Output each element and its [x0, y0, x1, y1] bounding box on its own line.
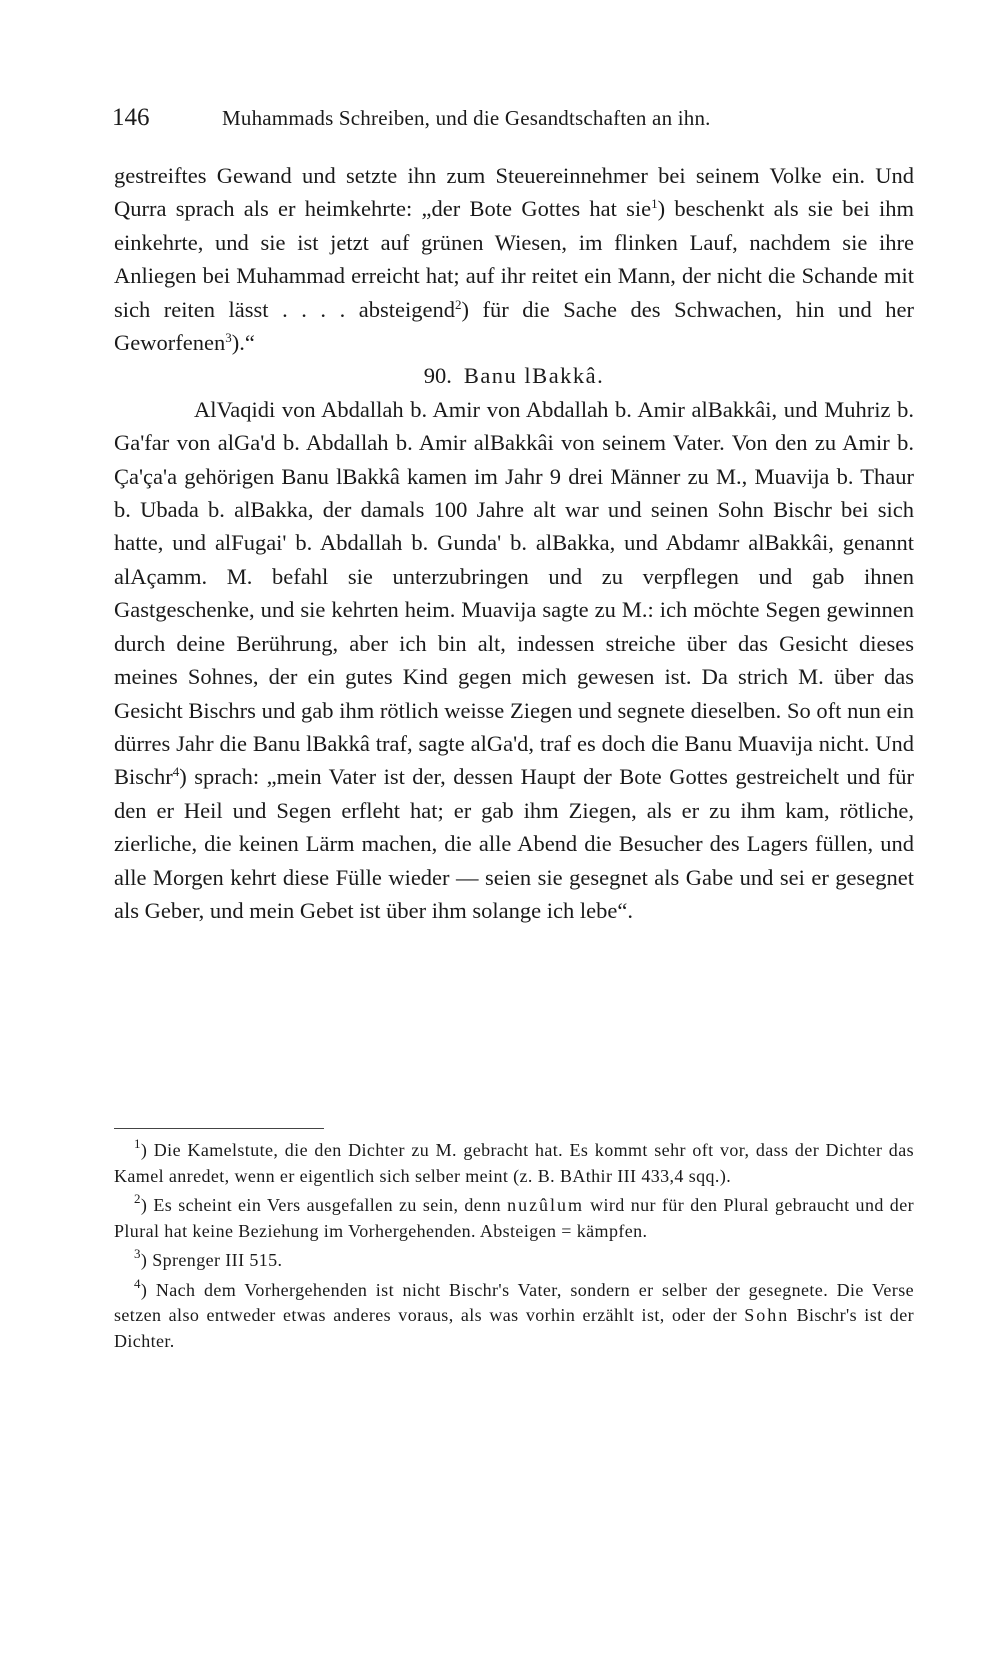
paragraph-text: AlVaqidi von Abdallah b. Amir von Abdallah b. Amir alBakkâi, und Muhriz b. Ga'far von alGa'd b. Abdallah b. Amir alBakkâi von seinem Vater. Von den zu Amir b. Ça'ça'a gehörigen Banu lBakkâ kamen im Jahr 9 drei Männer zu M., Muavija b. Thaur b. Ubada b. alBakka, der damals 100 Jahre alt war und seinen Sohn Bischr bei sich hatte, und alFugai' b. Abdallah b. Gunda' b. alBakka, und Abdamr alBakkâi, genannt alAçamm. M. befahl sie unterzubringen und zu verpflegen und gab ihnen Gastgeschenke, und sie kehrten heim. Muavija sagte zu M.: ich möchte Segen gewinnen durch deine Berührung, aber ich bin alt, indessen streiche über das Gesicht dieses meines Sohnes, der ein gutes Kind gegen mich gewesen ist. Da strich M. über das Gesicht Bischrs und gab ihm rötlich weisse Ziegen und segnete dieselben. So oft nun ein dürres Jahr die Banu lBakkâ traf, sagte alGa'd, traf es doch die Banu Muavija nicht. Und Bischr: [114, 396, 914, 790]
paragraph-text: ) sprach: „mein Vater ist der, dessen Haupt der Bote Gottes gestreichelt und für den er Heil und Segen erfleht hat; er gab ihm Ziegen, als er zu ihm kam, rötliche, zierliche, die keinen Lärm machen, die alle Abend die Besucher des Lagers füllen, und alle Morgen kehrt diese Fülle wieder — seien sie gesegnet als Gabe und sei er gesegnet als Geber, und mein Gebet ist über ihm solange ich lebe“.: [114, 764, 914, 923]
footnote-mark: 3: [134, 1246, 141, 1261]
footnote-spaced-word: Sohn: [744, 1305, 790, 1325]
footnote-text: ) Nach dem Vorhergehenden ist nicht Bischr's Vater, sondern er selber der gesegnete. Die Verse setzen also entweder etwas anderes voraus, als was vorhin erzählt ist, oder der: [114, 1279, 914, 1325]
paragraph: [114, 393, 914, 928]
footnote: [114, 1275, 914, 1355]
footnote-mark: 4: [134, 1275, 141, 1291]
footnote: [114, 1193, 914, 1244]
section-number: 90.: [423, 363, 452, 389]
footnote-text: ) Die Kamelstute, die den Dichter zu M. gebracht hat. Es kommt sehr oft vor, dass der Dichter das Kamel anredet, wenn er eigentlich sich selber meint (z. B. BAthir III 433,4 sqq.).: [114, 1140, 914, 1186]
footnote-ref: 1: [651, 196, 658, 212]
paragraph-text: ).“: [231, 330, 255, 356]
paragraph-text: ) beschenkt als sie bei ihm einkehrte, und sie ist jetzt auf grünen Wiesen, im flinken Lauf, nachdem sie ihre Anliegen bei Muhammad erreicht hat; auf ihr reitet ein Mann, der nicht die Schande mit sich reiten lässt . . . . absteigend: [114, 196, 914, 322]
paragraph-text: ) für die Sache des Schwachen, hin und her Geworfenen: [114, 296, 914, 356]
footnote-rule: [114, 1128, 324, 1129]
section-heading: [114, 359, 914, 392]
main-text: [114, 159, 914, 927]
paragraph-text: gestreiftes Gewand und setzte ihn zum Steuereinnehmer bei seinem Volke ein. Und Qurra sprach als er heimkehrte: „der Bote Gottes hat sie: [114, 163, 914, 222]
footnote-ref: 3: [225, 330, 232, 346]
section-title: Banu lBakkâ.: [463, 363, 605, 389]
paragraph-continued: [114, 159, 914, 359]
footnotes: [114, 1138, 914, 1358]
footnote-spaced-word: nuzûlum: [507, 1195, 585, 1215]
footnote: [114, 1138, 914, 1189]
footnote: [114, 1248, 914, 1274]
footnote-ref: 4: [172, 764, 180, 780]
page-number: 146: [112, 104, 150, 131]
footnote-text: ) Sprenger III 515.: [140, 1250, 283, 1270]
footnote-text: Bischr's ist der Dichter.: [114, 1305, 914, 1351]
running-head: Muhammads Schreiben, und die Gesandtschaften an ihn.: [222, 106, 711, 130]
footnote-text: wird nur für den Plural gebraucht und der Plural hat keine Beziehung im Vorhergehenden. Absteigen = kämpfen.: [114, 1195, 914, 1241]
footnote-mark: 2: [134, 1191, 141, 1206]
page-header: [112, 104, 892, 138]
footnote-ref: 2: [454, 296, 462, 312]
footnote-mark: 1: [134, 1136, 141, 1151]
footnote-text: ) Es scheint ein Vers ausgefallen zu sein, denn: [140, 1195, 508, 1215]
